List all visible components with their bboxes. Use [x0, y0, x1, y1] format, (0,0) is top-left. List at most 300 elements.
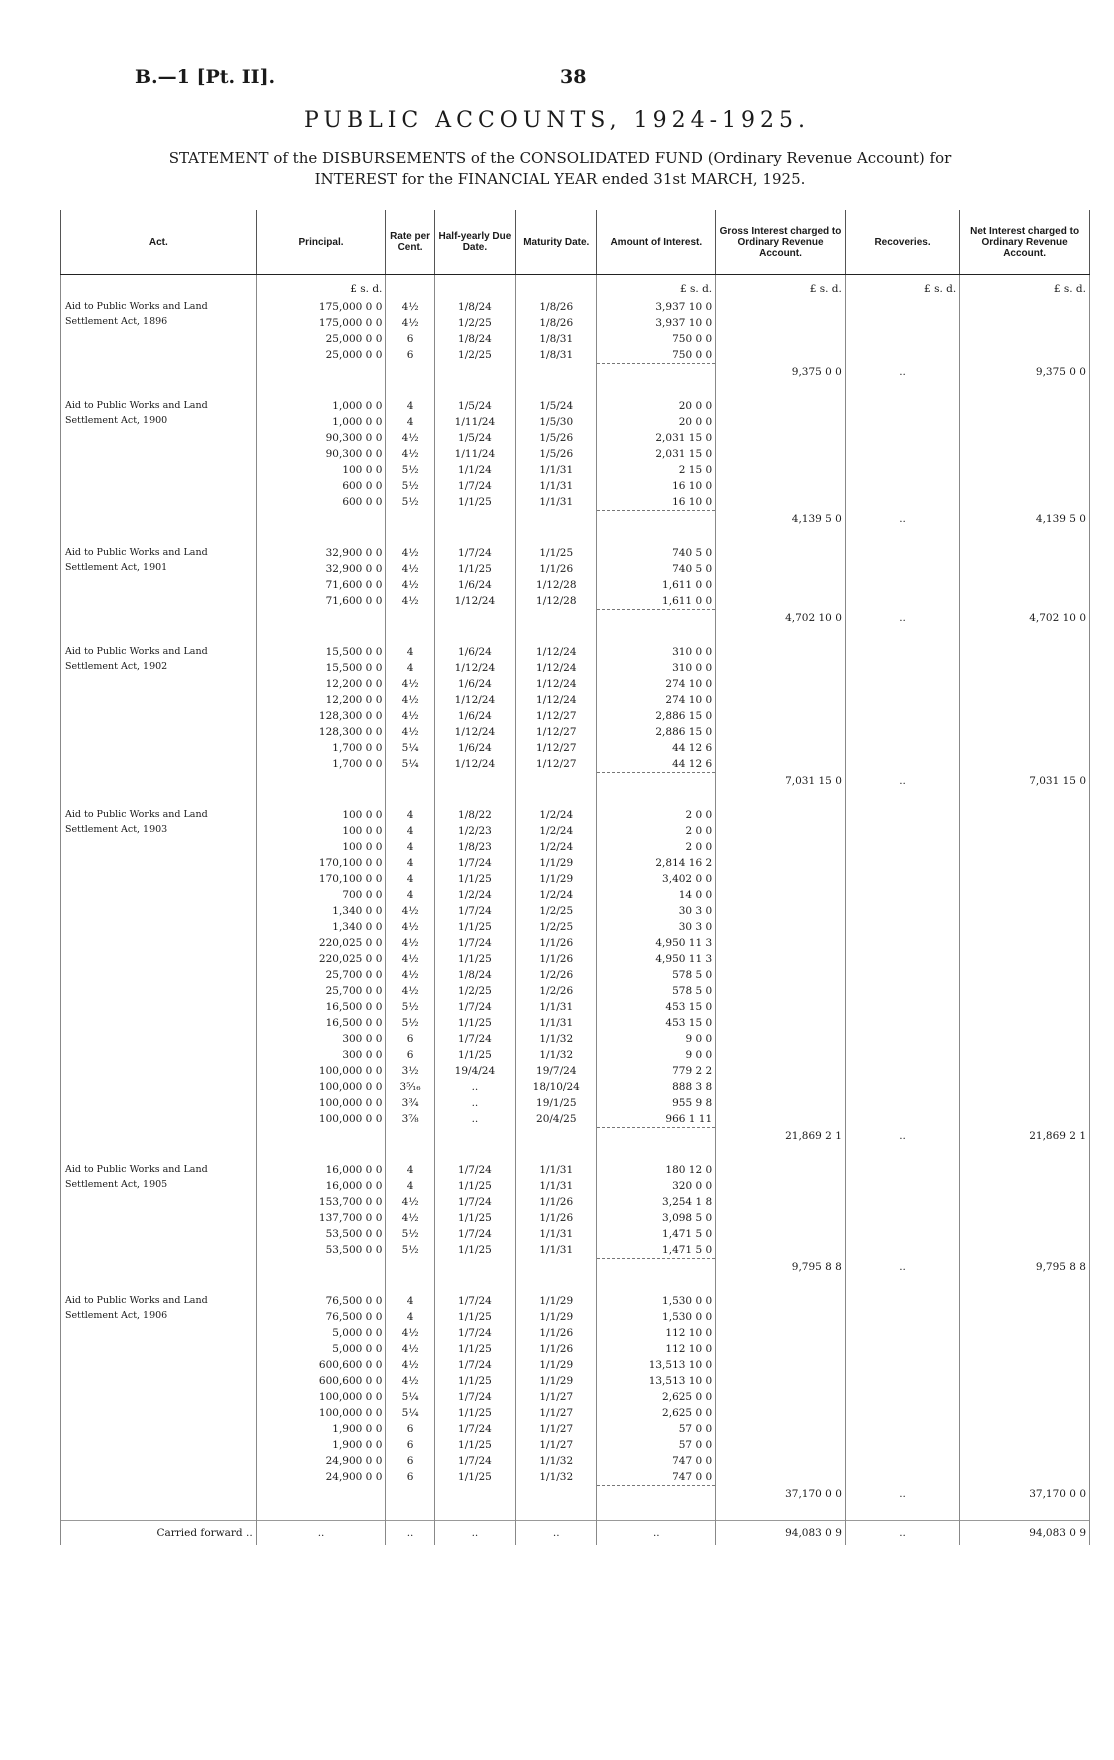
spacer-cell [716, 1275, 846, 1293]
net-cell [960, 692, 1090, 708]
col-header-act: Act. [61, 210, 257, 275]
maturity-date-cell: 1/2/24 [516, 807, 597, 823]
maturity-date-cell: 1/12/24 [516, 660, 597, 676]
interest-amount-cell: 4,950 11 3 [597, 935, 716, 951]
principal-cell [256, 1259, 386, 1276]
principal-cell: 24,900 0 0 [256, 1453, 386, 1469]
due-date-cell: 1/1/25 [434, 1178, 515, 1194]
rate-cell: 4½ [386, 935, 434, 951]
recoveries-cell [845, 1162, 959, 1178]
maturity-date-cell: 19/1/25 [516, 1095, 597, 1111]
maturity-date-cell: 1/1/32 [516, 1453, 597, 1469]
gross-cell [716, 644, 846, 660]
net-cell [960, 1178, 1090, 1194]
gross-cell [716, 967, 846, 983]
rate-cell: 6 [386, 1421, 434, 1437]
interest-amount-cell: 2,886 15 0 [597, 708, 716, 724]
recoveries-total: .. [845, 610, 959, 627]
table-row [61, 1162, 1090, 1178]
col-header-due-date: Half-yearly Due Date. [434, 210, 515, 275]
due-date-cell: 1/11/24 [434, 446, 515, 462]
due-date-cell: 1/7/24 [434, 1031, 515, 1047]
due-date-cell: 1/1/25 [434, 1341, 515, 1357]
recoveries-total: .. [845, 1486, 959, 1503]
due-date-cell: 1/7/24 [434, 1293, 515, 1309]
gross-cell [716, 494, 846, 511]
principal-cell: 100,000 0 0 [256, 1111, 386, 1128]
recoveries-cell [845, 1063, 959, 1079]
maturity-date-cell: 1/8/26 [516, 299, 597, 315]
spacer-cell [61, 380, 257, 398]
recoveries-cell [845, 1031, 959, 1047]
maturity-date-cell: 1/1/26 [516, 561, 597, 577]
gross-cell [716, 1357, 846, 1373]
principal-cell: 5,000 0 0 [256, 1341, 386, 1357]
group-spacer-row [61, 527, 1090, 545]
gross-cell [716, 692, 846, 708]
net-cell [960, 1373, 1090, 1389]
due-date-cell: 1/7/24 [434, 999, 515, 1015]
interest-amount-cell: 274 10 0 [597, 676, 716, 692]
net-cell [960, 1421, 1090, 1437]
interest-amount-cell: 2,814 16 2 [597, 855, 716, 871]
recoveries-cell [845, 644, 959, 660]
due-date-cell: 1/7/24 [434, 1226, 515, 1242]
spacer-cell [386, 380, 434, 398]
principal-cell: 170,100 0 0 [256, 871, 386, 887]
interest-amount-cell: 20 0 0 [597, 398, 716, 414]
spacer-cell [845, 1502, 959, 1521]
interest-amount-cell: 112 10 0 [597, 1341, 716, 1357]
spacer-cell [597, 380, 716, 398]
interest-amount-cell: 2 0 0 [597, 823, 716, 839]
gross-cell [716, 430, 846, 446]
gross-cell [716, 1031, 846, 1047]
principal-cell: 15,500 0 0 [256, 660, 386, 676]
rate-cell [386, 1128, 434, 1145]
recoveries-total: .. [845, 1259, 959, 1276]
recoveries-total: .. [845, 364, 959, 381]
rate-cell: 4½ [386, 315, 434, 331]
net-cell [960, 430, 1090, 446]
maturity-date-cell: 1/2/24 [516, 839, 597, 855]
interest-amount-cell: 888 3 8 [597, 1079, 716, 1095]
maturity-date-cell: 1/12/27 [516, 740, 597, 756]
interest-amount-cell: 1,471 5 0 [597, 1242, 716, 1259]
due-date-cell: 1/1/25 [434, 1309, 515, 1325]
recoveries-cell [845, 823, 959, 839]
maturity-date-cell: 1/5/26 [516, 430, 597, 446]
spacer-cell [516, 626, 597, 644]
spacer-cell [256, 1144, 386, 1162]
gross-cell [716, 299, 846, 315]
recoveries-cell [845, 660, 959, 676]
recoveries-cell [845, 593, 959, 610]
principal-cell: 90,300 0 0 [256, 430, 386, 446]
spacer-cell [516, 789, 597, 807]
carried-forward-rate: .. [386, 1521, 434, 1546]
rate-cell: 4½ [386, 1341, 434, 1357]
maturity-date-cell: 1/1/26 [516, 951, 597, 967]
gross-cell [716, 999, 846, 1015]
interest-amount-cell: 1,471 5 0 [597, 1226, 716, 1242]
net-cell [960, 347, 1090, 364]
due-date-cell: 1/12/24 [434, 593, 515, 610]
rate-cell: 6 [386, 331, 434, 347]
spacer-cell [597, 1144, 716, 1162]
due-date-cell: 1/6/24 [434, 740, 515, 756]
principal-cell [256, 511, 386, 528]
due-date-cell: 1/7/24 [434, 903, 515, 919]
principal-cell: 100 0 0 [256, 462, 386, 478]
rate-cell: 4½ [386, 561, 434, 577]
gross-cell [716, 1015, 846, 1031]
maturity-date-cell: 1/1/29 [516, 871, 597, 887]
gross-cell [716, 593, 846, 610]
maturity-date-cell: 1/1/32 [516, 1469, 597, 1486]
net-cell [960, 577, 1090, 593]
principal-cell: 16,000 0 0 [256, 1162, 386, 1178]
units-net: £ s. d. [960, 275, 1090, 300]
spacer-cell [434, 527, 515, 545]
spacer-cell [61, 1502, 257, 1521]
principal-cell: 100,000 0 0 [256, 1063, 386, 1079]
net-cell [960, 299, 1090, 315]
maturity-date-cell: 1/12/27 [516, 724, 597, 740]
recoveries-cell [845, 935, 959, 951]
interest-amount-cell: 2,886 15 0 [597, 724, 716, 740]
principal-cell: 100 0 0 [256, 823, 386, 839]
recoveries-cell [845, 676, 959, 692]
principal-cell: 100 0 0 [256, 839, 386, 855]
due-date-cell [434, 773, 515, 790]
net-cell [960, 951, 1090, 967]
gross-cell [716, 1405, 846, 1421]
due-date-cell: 1/7/24 [434, 1162, 515, 1178]
maturity-date-cell: 1/1/29 [516, 1373, 597, 1389]
due-date-cell: 1/5/24 [434, 430, 515, 446]
gross-cell [716, 1309, 846, 1325]
recoveries-cell [845, 1242, 959, 1259]
principal-cell: 175,000 0 0 [256, 299, 386, 315]
spacer-cell [386, 626, 434, 644]
principal-cell: 175,000 0 0 [256, 315, 386, 331]
gross-total: 4,702 10 0 [716, 610, 846, 627]
gross-cell [716, 462, 846, 478]
due-date-cell: 1/7/24 [434, 1357, 515, 1373]
due-date-cell: .. [434, 1111, 515, 1128]
maturity-date-cell: 1/12/28 [516, 577, 597, 593]
rate-cell: 4½ [386, 967, 434, 983]
rate-cell [386, 511, 434, 528]
net-cell [960, 887, 1090, 903]
maturity-date-cell: 1/1/31 [516, 1162, 597, 1178]
group-spacer-row [61, 789, 1090, 807]
due-date-cell: 1/1/25 [434, 1047, 515, 1063]
maturity-date-cell: 1/1/26 [516, 1341, 597, 1357]
maturity-date-cell: 19/7/24 [516, 1063, 597, 1079]
due-date-cell: 1/11/24 [434, 414, 515, 430]
principal-cell: 5,000 0 0 [256, 1325, 386, 1341]
principal-cell: 25,000 0 0 [256, 331, 386, 347]
interest-disbursement-table [60, 210, 1090, 1545]
net-cell [960, 331, 1090, 347]
principal-cell: 700 0 0 [256, 887, 386, 903]
gross-cell [716, 983, 846, 999]
interest-amount-cell: 4,950 11 3 [597, 951, 716, 967]
table-row [61, 545, 1090, 561]
gross-cell [716, 660, 846, 676]
net-cell [960, 1162, 1090, 1178]
rate-cell: 6 [386, 1469, 434, 1486]
rate-cell: 4½ [386, 299, 434, 315]
due-date-cell: 1/2/23 [434, 823, 515, 839]
spacer-cell [434, 380, 515, 398]
interest-amount-cell [597, 773, 716, 790]
units-act [61, 275, 257, 300]
principal-cell: 300 0 0 [256, 1047, 386, 1063]
recoveries-cell [845, 299, 959, 315]
principal-cell: 128,300 0 0 [256, 708, 386, 724]
spacer-cell [960, 789, 1090, 807]
net-cell [960, 903, 1090, 919]
maturity-date-cell [516, 610, 597, 627]
due-date-cell: 1/8/24 [434, 299, 515, 315]
due-date-cell: 1/1/25 [434, 561, 515, 577]
rate-cell [386, 1259, 434, 1276]
gross-cell [716, 724, 846, 740]
principal-cell: 32,900 0 0 [256, 545, 386, 561]
net-cell [960, 1031, 1090, 1047]
net-cell [960, 1341, 1090, 1357]
interest-amount-cell: 3,254 1 8 [597, 1194, 716, 1210]
col-header-maturity: Maturity Date. [516, 210, 597, 275]
recoveries-cell [845, 478, 959, 494]
principal-cell [256, 1486, 386, 1503]
due-date-cell: 1/2/25 [434, 983, 515, 999]
due-date-cell: 1/1/25 [434, 1242, 515, 1259]
interest-amount-cell: 750 0 0 [597, 347, 716, 364]
maturity-date-cell: 1/2/25 [516, 919, 597, 935]
net-cell [960, 1453, 1090, 1469]
maturity-date-cell: 1/12/24 [516, 644, 597, 660]
rate-cell: 4½ [386, 1194, 434, 1210]
maturity-date-cell: 1/1/27 [516, 1437, 597, 1453]
maturity-date-cell: 1/5/26 [516, 446, 597, 462]
spacer-cell [960, 1144, 1090, 1162]
table-row [61, 398, 1090, 414]
maturity-date-cell: 1/1/31 [516, 478, 597, 494]
maturity-date-cell: 1/1/27 [516, 1421, 597, 1437]
gross-cell [716, 478, 846, 494]
maturity-date-cell [516, 1259, 597, 1276]
spacer-cell [845, 789, 959, 807]
rate-cell: 6 [386, 1437, 434, 1453]
gross-cell [716, 1079, 846, 1095]
subtitle-line-1: STATEMENT of the DISBURSEMENTS of the CONSOLIDATED FUND (Ordinary Revenue Account) for [168, 149, 952, 167]
interest-amount-cell: 750 0 0 [597, 331, 716, 347]
principal-cell: 1,900 0 0 [256, 1437, 386, 1453]
spacer-cell [960, 1502, 1090, 1521]
net-cell [960, 1242, 1090, 1259]
group-spacer-row [61, 1502, 1090, 1521]
gross-cell [716, 756, 846, 773]
net-total: 9,795 8 8 [960, 1259, 1090, 1276]
group-spacer-row [61, 1275, 1090, 1293]
due-date-cell: 1/6/24 [434, 644, 515, 660]
spacer-cell [386, 527, 434, 545]
gross-cell [716, 561, 846, 577]
spacer-cell [716, 626, 846, 644]
net-cell [960, 1389, 1090, 1405]
spacer-cell [434, 626, 515, 644]
spacer-cell [960, 527, 1090, 545]
principal-cell [256, 610, 386, 627]
spacer-cell [597, 527, 716, 545]
principal-cell: 600 0 0 [256, 494, 386, 511]
principal-cell: 16,000 0 0 [256, 1178, 386, 1194]
rate-cell: 4 [386, 807, 434, 823]
spacer-cell [386, 1502, 434, 1521]
interest-amount-cell: 740 5 0 [597, 545, 716, 561]
interest-amount-cell: 16 10 0 [597, 494, 716, 511]
rate-cell: 5½ [386, 462, 434, 478]
recoveries-cell [845, 414, 959, 430]
interest-amount-cell [597, 364, 716, 381]
rate-cell: 5½ [386, 478, 434, 494]
maturity-date-cell: 1/1/26 [516, 1325, 597, 1341]
gross-cell [716, 1453, 846, 1469]
principal-cell: 71,600 0 0 [256, 593, 386, 610]
interest-amount-cell: 2 15 0 [597, 462, 716, 478]
spacer-cell [597, 1275, 716, 1293]
maturity-date-cell: 1/2/26 [516, 983, 597, 999]
maturity-date-cell: 1/12/24 [516, 692, 597, 708]
net-cell [960, 871, 1090, 887]
recoveries-cell [845, 839, 959, 855]
recoveries-cell [845, 951, 959, 967]
units-rate [386, 275, 434, 300]
due-date-cell [434, 511, 515, 528]
gross-cell [716, 1325, 846, 1341]
net-total: 7,031 15 0 [960, 773, 1090, 790]
recoveries-cell [845, 855, 959, 871]
interest-amount-cell: 578 5 0 [597, 983, 716, 999]
act-name: Aid to Public Works and Land Settlement Act, 1905 [61, 1162, 257, 1275]
rate-cell: 4½ [386, 446, 434, 462]
rate-cell: 4 [386, 398, 434, 414]
interest-amount-cell: 57 0 0 [597, 1437, 716, 1453]
gross-cell [716, 1421, 846, 1437]
net-cell [960, 1357, 1090, 1373]
net-cell [960, 676, 1090, 692]
net-cell [960, 1293, 1090, 1309]
principal-cell: 100,000 0 0 [256, 1095, 386, 1111]
gross-cell [716, 1242, 846, 1259]
principal-cell: 1,700 0 0 [256, 740, 386, 756]
net-cell [960, 999, 1090, 1015]
interest-amount-cell: 2 0 0 [597, 807, 716, 823]
carried-forward-amount: .. [597, 1521, 716, 1546]
net-cell [960, 644, 1090, 660]
interest-amount-cell [597, 511, 716, 528]
spacer-cell [61, 626, 257, 644]
rate-cell: 3¾ [386, 1095, 434, 1111]
carried-forward-label: Carried forward .. [61, 1521, 257, 1546]
net-cell [960, 478, 1090, 494]
net-cell [960, 708, 1090, 724]
spacer-cell [386, 1275, 434, 1293]
act-name: Aid to Public Works and Land Settlement Act, 1903 [61, 807, 257, 1144]
recoveries-cell [845, 1341, 959, 1357]
due-date-cell: 1/12/24 [434, 692, 515, 708]
recoveries-cell [845, 903, 959, 919]
interest-amount-cell: 3,098 5 0 [597, 1210, 716, 1226]
due-date-cell: 1/1/24 [434, 462, 515, 478]
rate-cell: 6 [386, 347, 434, 364]
maturity-date-cell: 1/1/31 [516, 1242, 597, 1259]
net-total: 4,139 5 0 [960, 511, 1090, 528]
rate-cell: 6 [386, 1031, 434, 1047]
net-cell [960, 1325, 1090, 1341]
due-date-cell: 1/1/25 [434, 1437, 515, 1453]
recoveries-cell [845, 1178, 959, 1194]
due-date-cell: 1/8/22 [434, 807, 515, 823]
principal-cell: 16,500 0 0 [256, 999, 386, 1015]
interest-amount-cell: 14 0 0 [597, 887, 716, 903]
interest-amount-cell: 1,530 0 0 [597, 1309, 716, 1325]
net-cell [960, 315, 1090, 331]
spacer-cell [61, 1275, 257, 1293]
rate-cell: 4½ [386, 983, 434, 999]
principal-cell: 25,700 0 0 [256, 967, 386, 983]
rate-cell: 4½ [386, 903, 434, 919]
spacer-cell [434, 789, 515, 807]
principal-cell: 1,340 0 0 [256, 903, 386, 919]
recoveries-cell [845, 1210, 959, 1226]
recoveries-cell [845, 807, 959, 823]
net-cell [960, 935, 1090, 951]
principal-cell: 53,500 0 0 [256, 1226, 386, 1242]
table-header-row [61, 210, 1090, 275]
maturity-date-cell: 1/1/26 [516, 935, 597, 951]
net-cell [960, 494, 1090, 511]
spacer-cell [516, 527, 597, 545]
interest-amount-cell: 3,402 0 0 [597, 871, 716, 887]
maturity-date-cell: 1/2/24 [516, 887, 597, 903]
statement-subtitle [40, 148, 1080, 190]
spacer-cell [845, 527, 959, 545]
net-cell [960, 1194, 1090, 1210]
spacer-cell [960, 380, 1090, 398]
recoveries-cell [845, 1373, 959, 1389]
rate-cell: 5½ [386, 999, 434, 1015]
page-title: PUBLIC ACCOUNTS, 1924-1925. [304, 108, 810, 133]
recoveries-cell [845, 919, 959, 935]
recoveries-cell [845, 983, 959, 999]
spacer-cell [597, 1502, 716, 1521]
spacer-cell [386, 1144, 434, 1162]
net-cell [960, 1079, 1090, 1095]
gross-cell [716, 347, 846, 364]
maturity-date-cell: 1/12/24 [516, 676, 597, 692]
interest-amount-cell: 740 5 0 [597, 561, 716, 577]
gross-cell [716, 1095, 846, 1111]
gross-cell [716, 398, 846, 414]
rate-cell: 4½ [386, 692, 434, 708]
principal-cell: 76,500 0 0 [256, 1293, 386, 1309]
net-cell [960, 823, 1090, 839]
